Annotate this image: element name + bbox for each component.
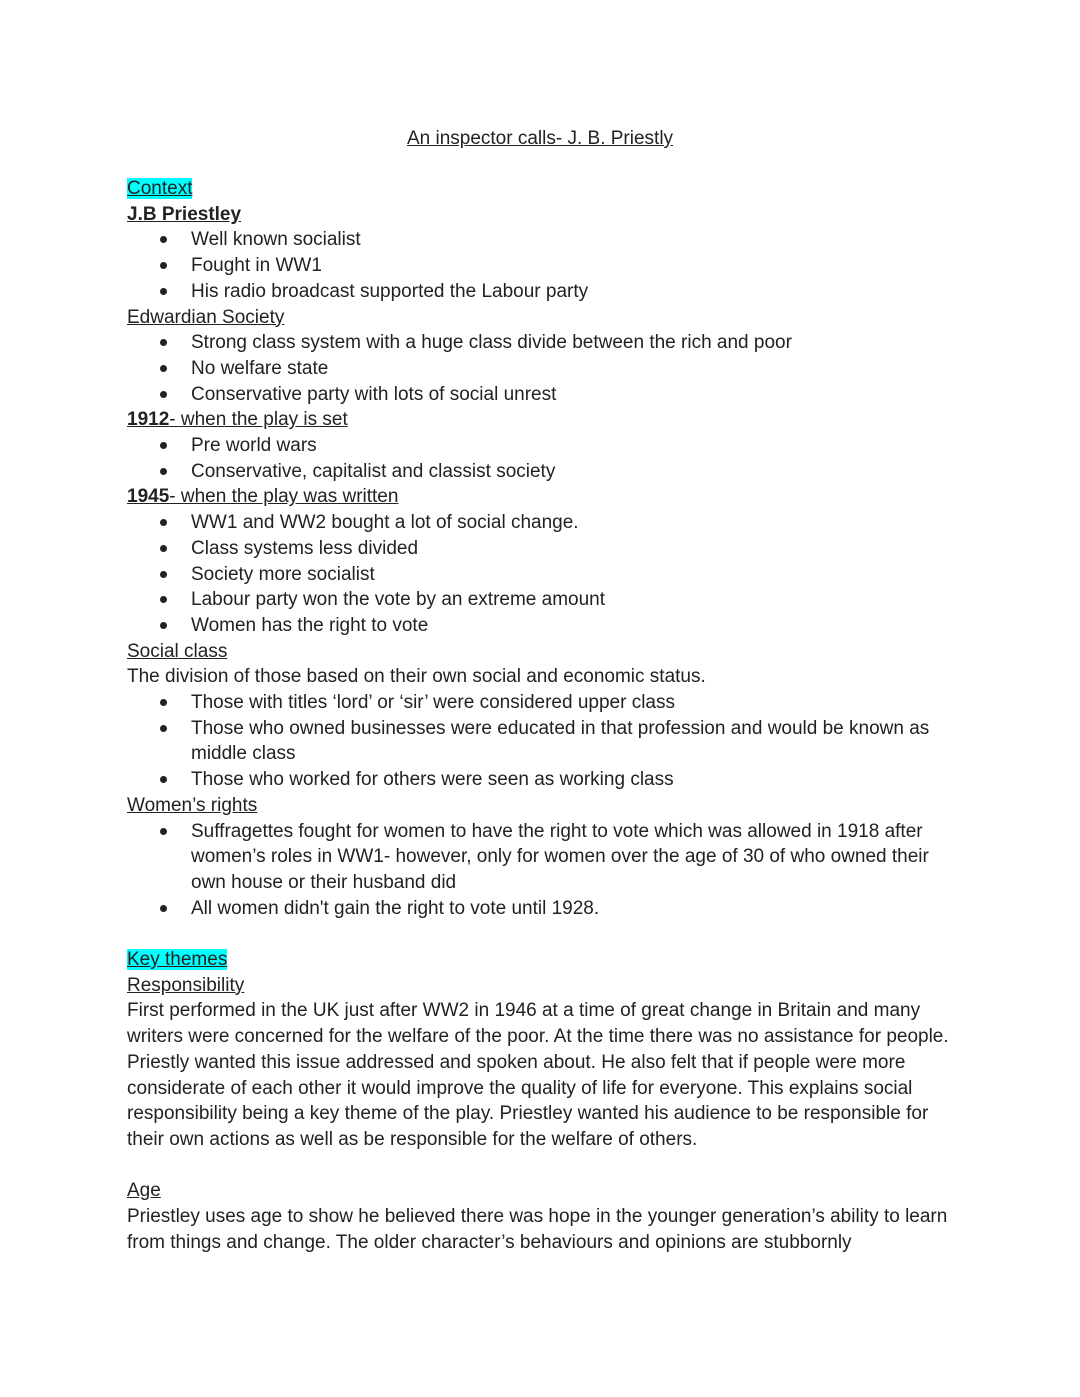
page-title: An inspector calls- J. B. Priestly xyxy=(406,128,674,149)
list-item: Well known socialist xyxy=(191,227,957,253)
year-1912: 1912 xyxy=(127,409,170,431)
list-item: WW1 and WW2 bought a lot of social change. xyxy=(191,510,957,536)
priestley-list xyxy=(127,227,957,304)
list-item: Suffragettes fought for women to have the right to vote which was allowed in 1918 after women’s roles in WW1- however, only for women over the age of 30 of who owned their own house or their husband did xyxy=(191,819,957,896)
list-item: Those who owned businesses were educated in that profession and would be known as middle class xyxy=(191,716,957,767)
responsibility-paragraph: First performed in the UK just after WW2 in 1946 at a time of great change in Britain and many writers were concerned for the welfare of the poor. At the time there was no assistance for people. Priestly wanted this issue addressed and spoken about. He also felt that if people were more considerate of each other it would improve the quality of life for everyone. This explains social responsibility being a key theme of the play. Priestley wanted his audience to be responsible for their own actions as well as be responsible for the welfare of others. xyxy=(127,1000,949,1150)
subheading-age: Age xyxy=(127,1180,161,1202)
year-1912-desc: - when the play is set xyxy=(169,409,348,431)
subheading-1945 xyxy=(127,484,957,510)
subheading-social-class: Social class xyxy=(127,640,228,662)
subheading-womens-rights: Women’s rights xyxy=(127,794,258,816)
list-item: Strong class system with a huge class divide between the rich and poor xyxy=(191,330,957,356)
section-heading-context xyxy=(127,176,957,202)
edwardian-list xyxy=(127,330,957,407)
context-heading: Context xyxy=(127,178,193,199)
womens-rights-list xyxy=(127,819,957,922)
list-item: All women didn't gain the right to vote until 1928. xyxy=(191,896,957,922)
list-item: Class systems less divided xyxy=(191,536,957,562)
subheading-1912 xyxy=(127,407,957,433)
list-item: Pre world wars xyxy=(191,433,957,459)
social-class-intro: The division of those based on their own social and economic status. xyxy=(127,666,706,688)
section-heading-key-themes xyxy=(127,947,957,973)
y1945-list xyxy=(127,510,957,639)
subheading-responsibility: Responsibility xyxy=(127,974,245,996)
subheading-edwardian-society: Edwardian Society xyxy=(127,306,285,328)
year-1945: 1945 xyxy=(127,486,170,508)
subheading-priestley: J.B Priestley xyxy=(127,203,242,225)
list-item: His radio broadcast supported the Labour party xyxy=(191,279,957,305)
y1912-list xyxy=(127,433,957,484)
document-body xyxy=(127,176,957,1256)
list-item: Those with titles ‘lord’ or ‘sir’ were considered upper class xyxy=(191,690,957,716)
list-item: Labour party won the vote by an extreme amount xyxy=(191,587,957,613)
list-item: Those who worked for others were seen as working class xyxy=(191,767,957,793)
list-item: Conservative party with lots of social unrest xyxy=(191,382,957,408)
spacer xyxy=(127,921,957,947)
age-paragraph: Priestley uses age to show he believed there was hope in the younger generation’s ability to learn from things and change. The older character’s behaviours and opinions are stubbornly xyxy=(127,1206,948,1253)
spacer xyxy=(127,1153,957,1179)
social-class-list xyxy=(127,690,957,793)
list-item: Conservative, capitalist and classist society xyxy=(191,459,957,485)
list-item: Women has the right to vote xyxy=(191,613,957,639)
list-item: No welfare state xyxy=(191,356,957,382)
list-item: Society more socialist xyxy=(191,562,957,588)
key-themes-heading: Key themes xyxy=(127,949,228,971)
year-1945-desc: - when the play was written xyxy=(169,486,399,508)
list-item: Fought in WW1 xyxy=(191,253,957,279)
